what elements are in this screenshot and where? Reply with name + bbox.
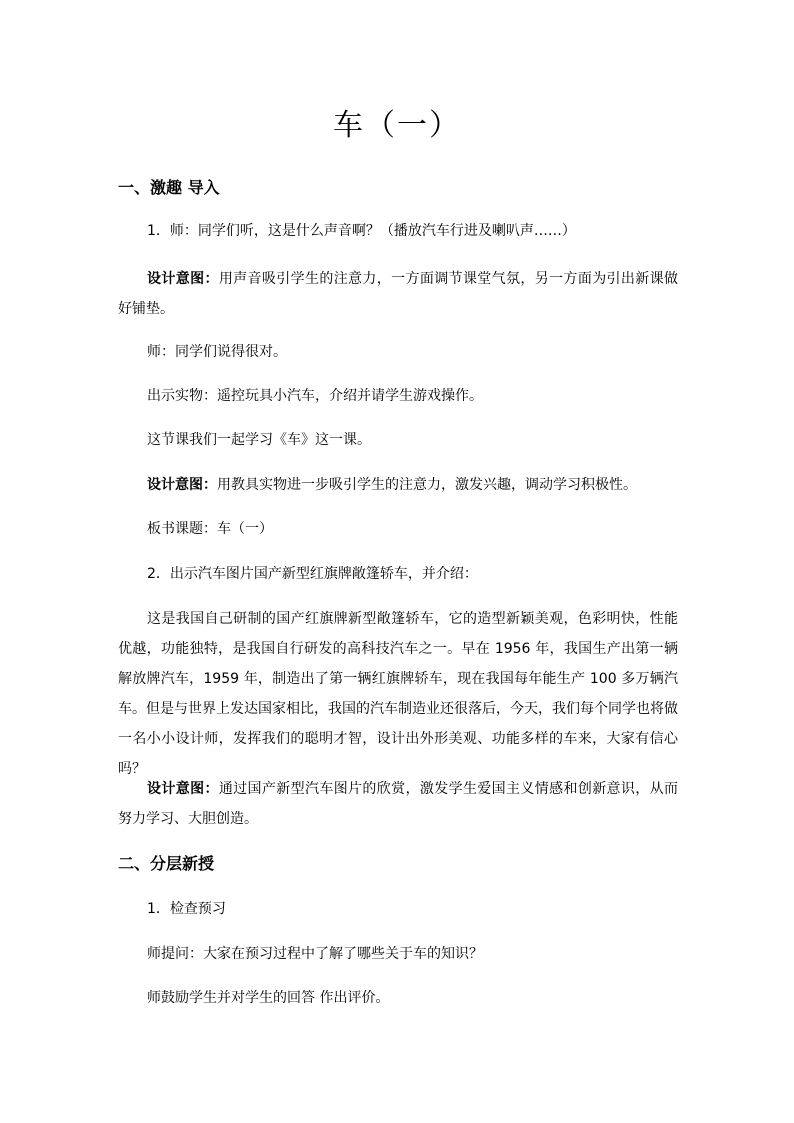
design-intent-label: 设计意图： [147,781,219,797]
design-intent-text: 通过国产新型汽车图片的欣赏，激发学生爱国主义情感和创新意识，从而努力学习、大胆创造。 [118,781,679,827]
design-intent-2 [147,474,637,496]
paragraph-car-introduction: 这是我国自己研制的国产红旗牌新型敞篷轿车，它的造型新颖美观，色彩明快，性能优越，功能独特，是我国自行研发的高科技汽车之一。早在 1956 年，我国生产出第一辆解放牌汽车，1959 年，制造出了第一辆红旗牌轿车，现在我国每年能生产 100 多万辆汽车。但是与世界上发达国家相比，我国的汽车制造业还很落后，今天，我们每个同学也将做一名小小设计师，发挥我们的聪明才智，设计出外形美观、功能多样的车来，大家有信心吗？ [118,611,678,777]
document-title: 车（一） [333,108,461,143]
line-lesson-topic: 这节课我们一起学习《车》这一课。 [147,432,371,448]
item-sound-question: 1．师：同学们听，这是什么声音啊？（播放汽车行进及喇叭声……） [147,223,576,239]
section-heading-new-lesson: 二、分层新授 [118,854,215,873]
item-check-preview: 1．检查预习 [147,901,226,917]
design-intent-text: 用教具实物进一步吸引学生的注意力，激发兴趣，调动学习积极性。 [217,477,637,493]
line-teacher-reply: 师：同学们说得很对。 [147,344,287,360]
design-intent-3 [118,774,678,834]
section-heading-intro: 一、激趣 导入 [118,178,220,197]
design-intent-label: 设计意图： [147,477,217,493]
design-intent-text: 用声音吸引学生的注意力，一方面调节课堂气氛，另一方面为引出新课做好铺垫。 [118,271,679,317]
design-intent-label: 设计意图： [147,271,219,287]
line-teacher-encourage: 师鼓励学生并对学生的回答 作出评价。 [147,990,390,1006]
line-board-title: 板书课题：车（一） [147,521,273,537]
line-teacher-question: 师提问：大家在预习过程中了解了哪些关于车的知识？ [147,946,483,962]
item-show-car-picture: 2．出示汽车图片国产新型红旗牌敞篷轿车，并介绍： [147,566,478,582]
design-intent-1 [118,264,678,324]
line-show-object: 出示实物：遥控玩具小汽车，介绍并请学生游戏操作。 [147,388,483,404]
